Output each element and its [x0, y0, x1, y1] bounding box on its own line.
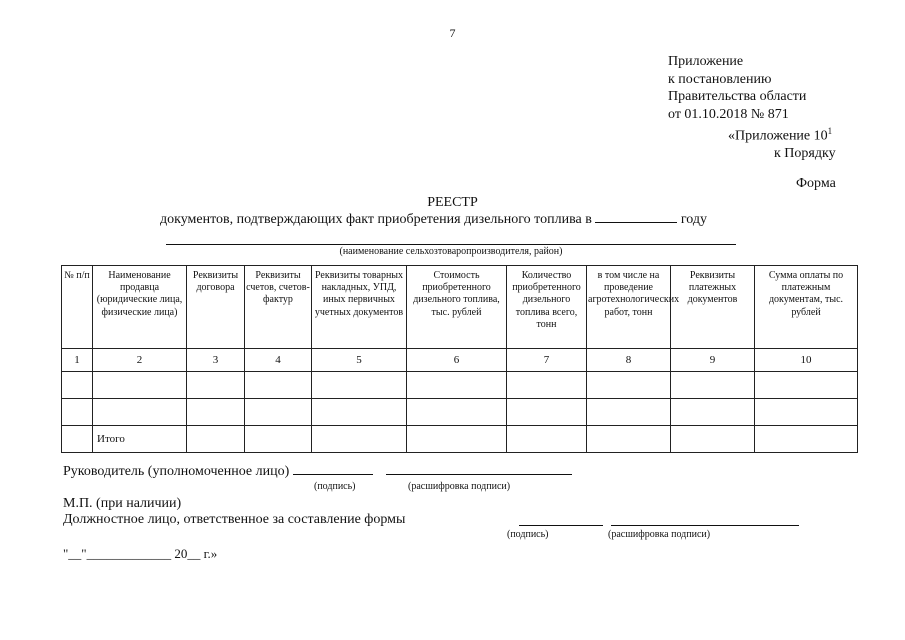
responsible-label: Должностное лицо, ответственное за составление формы: [63, 512, 406, 527]
header-cell: Реквизиты платежных документов: [671, 266, 755, 349]
column-number: 8: [587, 349, 671, 372]
appendix-line-3: Правительства области: [668, 89, 807, 104]
table-cell[interactable]: [507, 372, 587, 399]
header-cell: Сумма оплаты по платежным документам, тыс. рублей: [755, 266, 858, 349]
header-cell: Наименование продавца (юридические лица, физические лица): [93, 266, 187, 349]
appendix-line-6: к Порядку: [774, 146, 836, 162]
head-sign-caption: (подпись): [314, 481, 356, 492]
table-cell[interactable]: [587, 426, 671, 453]
head-decode-caption: (расшифровка подписи): [408, 481, 511, 492]
table-cell[interactable]: [671, 426, 755, 453]
table-number-row: [62, 349, 858, 372]
table-cell[interactable]: [587, 372, 671, 399]
table-cell[interactable]: [187, 372, 245, 399]
header-cell: Реквизиты договора: [187, 266, 245, 349]
table-cell[interactable]: [587, 399, 671, 426]
column-number: 4: [245, 349, 312, 372]
form-label: Форма: [796, 176, 836, 191]
table-cell[interactable]: [187, 399, 245, 426]
table-cell[interactable]: [93, 372, 187, 399]
table-cell[interactable]: [62, 372, 93, 399]
column-number: 7: [507, 349, 587, 372]
head-decode-blank[interactable]: [386, 474, 572, 475]
head-signature-blank[interactable]: [293, 474, 373, 475]
table-cell[interactable]: [93, 399, 187, 426]
date-line: "__"_____________ 20__ г.»: [63, 546, 218, 561]
total-label: Итого: [93, 426, 187, 453]
header-cell: Стоимость приобретенного дизельного топлива, тыс. рублей: [407, 266, 507, 349]
header-cell: Количество приобретенного дизельного топлива всего, тонн: [507, 266, 587, 349]
table-cell[interactable]: [507, 399, 587, 426]
header-cell: Реквизиты товарных накладных, УПД, иных первичных учетных документов: [312, 266, 407, 349]
registry-table: [61, 265, 858, 453]
table-cell[interactable]: [407, 426, 507, 453]
appendix-line-4: от 01.10.2018 № 871: [668, 106, 789, 122]
table-cell[interactable]: [671, 399, 755, 426]
head-label: Руководитель (уполномоченное лицо): [63, 464, 290, 479]
appendix-line-1: Приложение: [668, 54, 744, 69]
table-cell[interactable]: [312, 372, 407, 399]
header-cell: Реквизиты счетов, счетов-фактур: [245, 266, 312, 349]
table-cell[interactable]: [507, 426, 587, 453]
document-title: РЕЕСТР: [427, 195, 478, 210]
table-cell[interactable]: [755, 426, 858, 453]
column-number: 1: [62, 349, 93, 372]
document-subtitle: [160, 212, 707, 228]
table-cell[interactable]: [245, 372, 312, 399]
table-cell[interactable]: [671, 372, 755, 399]
subtitle-text-after: году: [680, 212, 707, 227]
table-total-row: [62, 426, 858, 453]
table-cell[interactable]: [62, 399, 93, 426]
column-number: 9: [671, 349, 755, 372]
responsible-signature-blank[interactable]: [519, 525, 603, 526]
column-number: 6: [407, 349, 507, 372]
table-cell[interactable]: [245, 399, 312, 426]
producer-caption: (наименование сельхозтоваропроизводителя, район): [339, 246, 563, 257]
table-cell[interactable]: [407, 372, 507, 399]
table-cell[interactable]: [245, 426, 312, 453]
table-cell[interactable]: [407, 399, 507, 426]
page-number: 7: [449, 26, 456, 40]
table-cell[interactable]: [312, 426, 407, 453]
table-cell[interactable]: [312, 399, 407, 426]
column-number: 10: [755, 349, 858, 372]
responsible-sign-caption: (подпись): [507, 529, 549, 540]
table-header-row: [62, 266, 858, 349]
appendix-line-5: [668, 123, 836, 145]
appendix-superscript: 1: [827, 126, 833, 136]
table-cell[interactable]: [755, 399, 858, 426]
table-cell[interactable]: [62, 426, 93, 453]
appendix-line-2: к постановлению: [668, 71, 772, 87]
column-number: 3: [187, 349, 245, 372]
subtitle-text-before: документов, подтверждающих факт приобретения дизельного топлива в: [160, 212, 592, 227]
table-cell[interactable]: [187, 426, 245, 453]
header-cell: № п/п: [62, 266, 93, 349]
producer-name-line: [166, 244, 736, 245]
column-number: 2: [93, 349, 187, 372]
table-cell[interactable]: [755, 372, 858, 399]
responsible-decode-caption: (расшифровка подписи): [608, 529, 711, 540]
table-row: [62, 399, 858, 426]
year-blank: [595, 222, 677, 223]
responsible-decode-blank[interactable]: [611, 525, 799, 526]
appendix-line-5-text: «Приложение 10: [728, 128, 828, 144]
header-cell: в том числе на проведение агротехнологических работ, тонн: [587, 266, 671, 349]
appendix-block: [668, 53, 836, 163]
table-row: [62, 372, 858, 399]
column-number: 5: [312, 349, 407, 372]
stamp-label: М.П. (при наличии): [63, 496, 182, 511]
head-signature-line: [63, 464, 572, 480]
